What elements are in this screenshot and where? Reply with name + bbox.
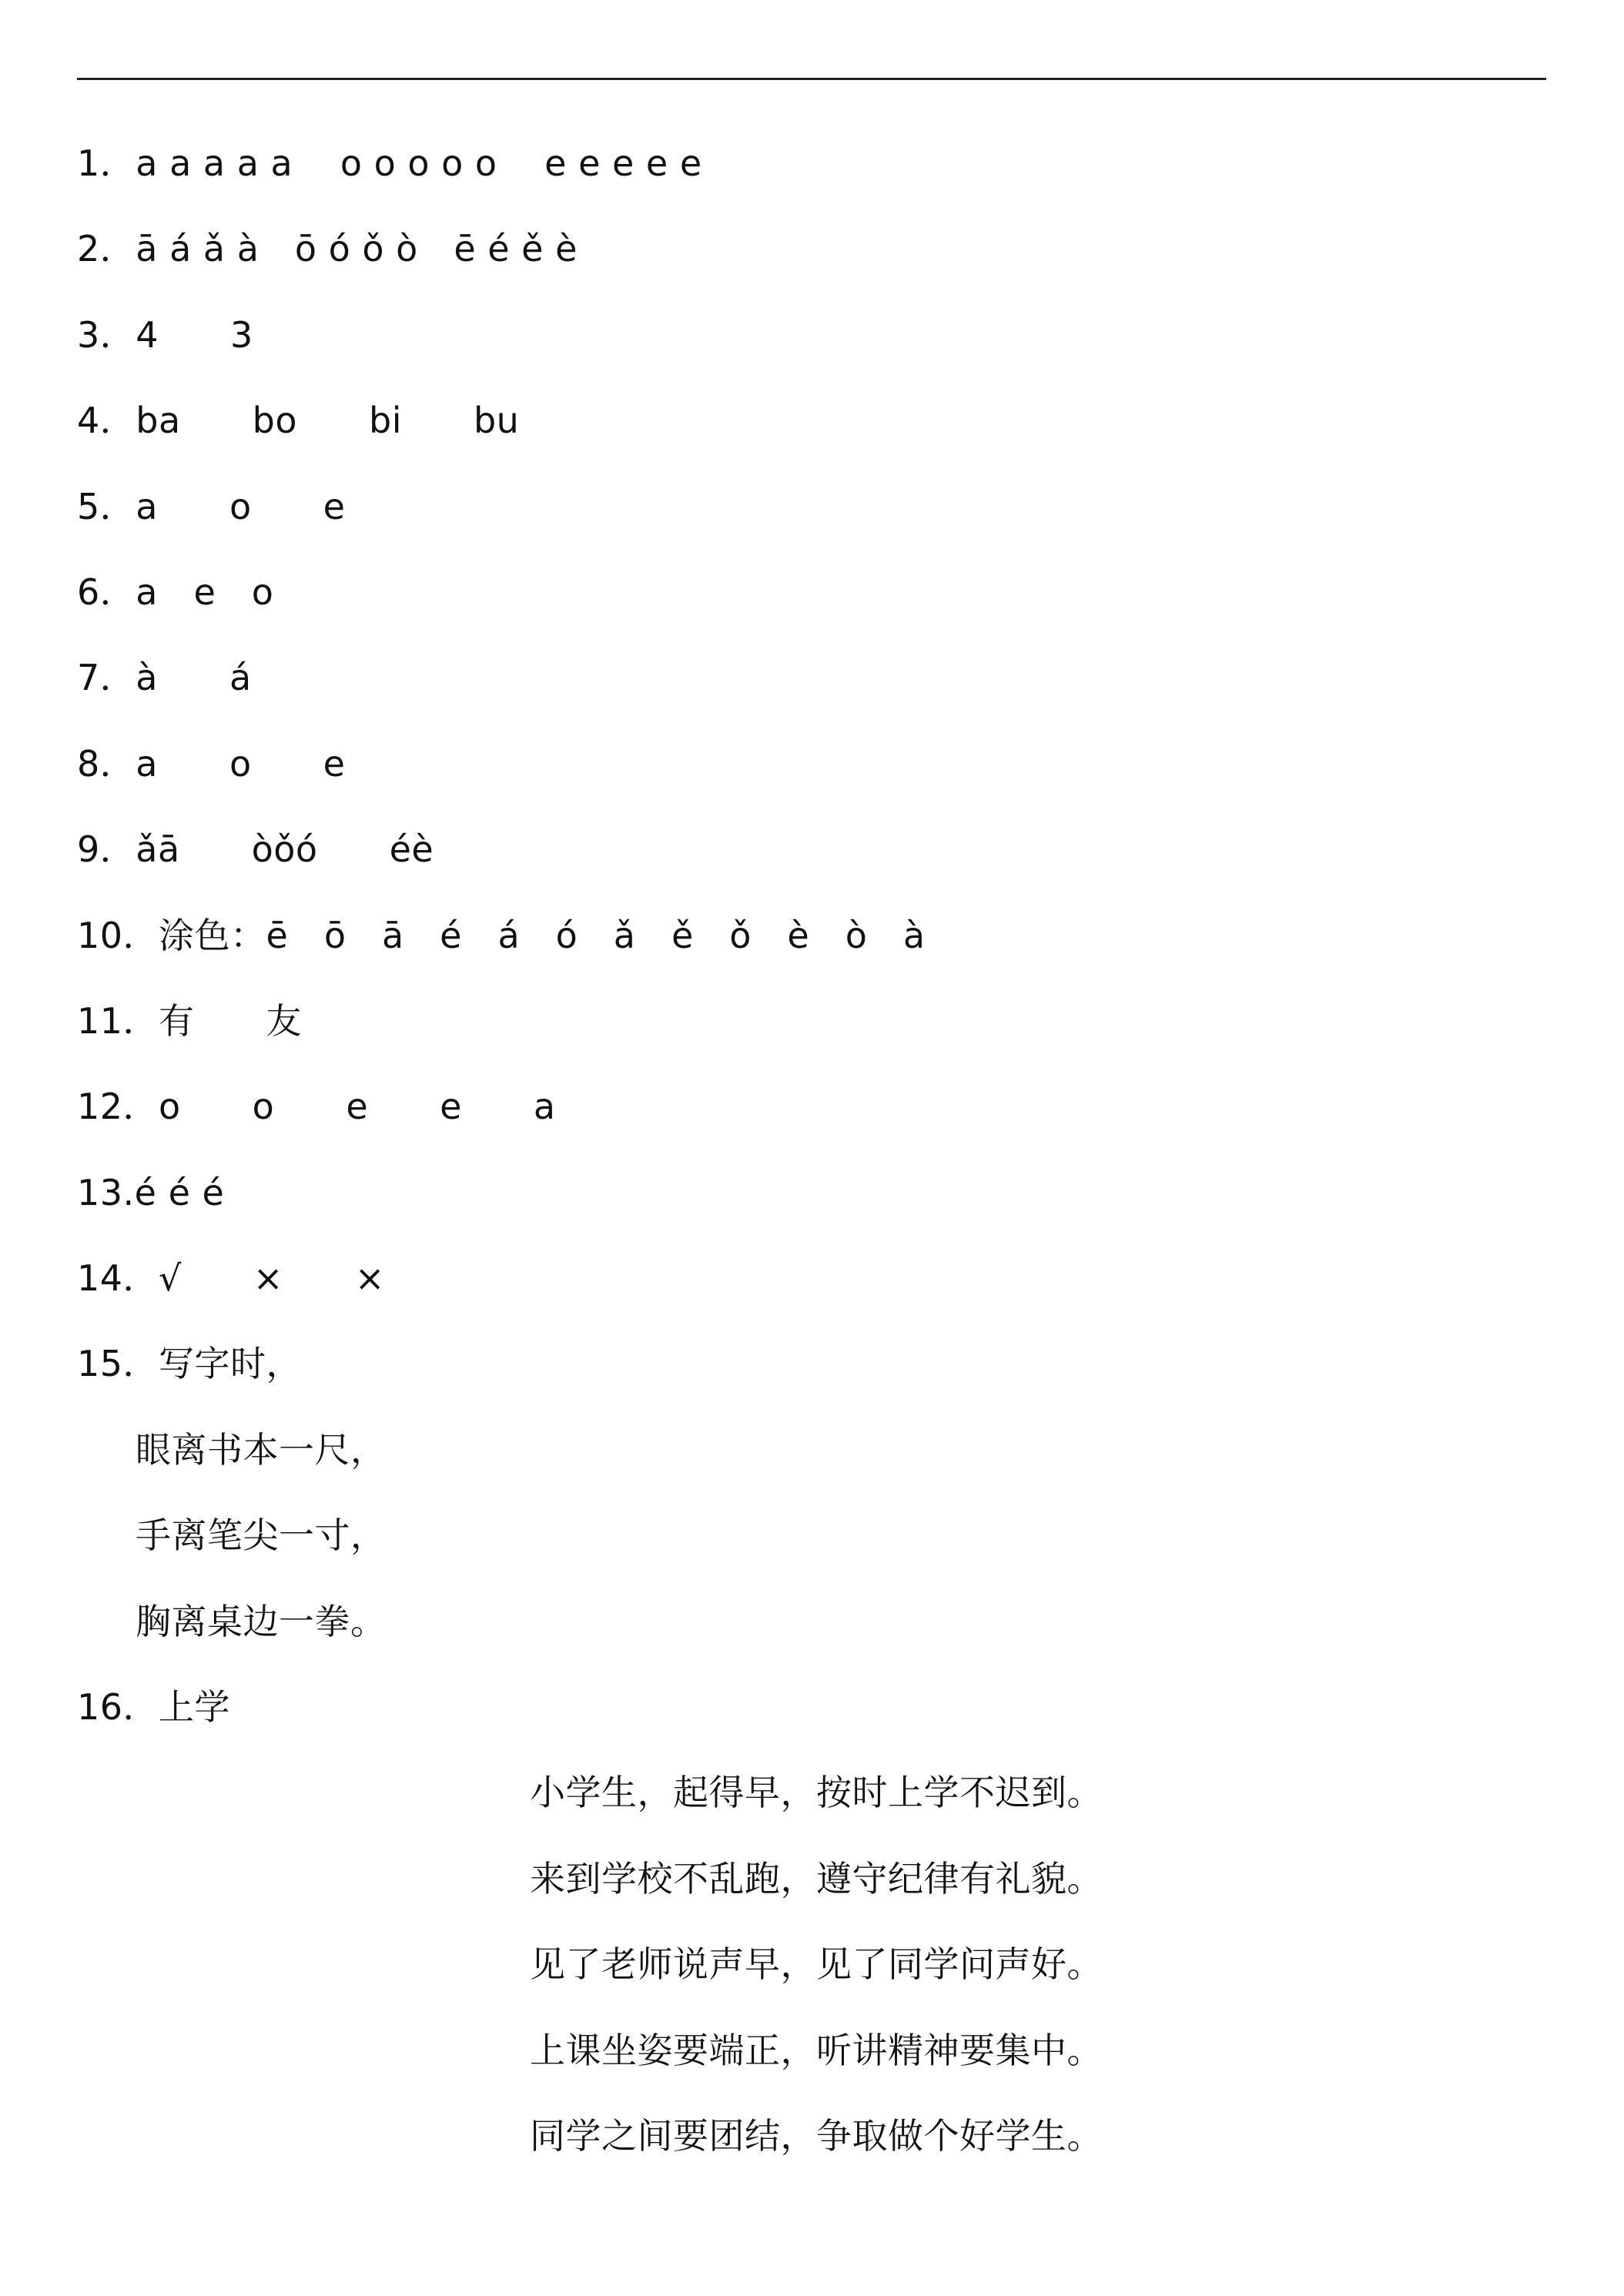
answer-15: 15．写字时， <box>77 1343 303 1385</box>
answer-10: 10．涂色：ē ō ā é á ó ǎ ě ǒ è ò à <box>77 914 926 956</box>
answer-13: 13.é é é <box>77 1171 225 1213</box>
answer-8: 8．a o e <box>77 742 346 785</box>
answer-14: 14．√ × × <box>77 1257 385 1300</box>
answer-1: 1．a a a a a o o o o o e e e e e <box>77 142 702 184</box>
poem-line-1: 小学生，起得早，按时上学不迟到。 <box>530 1772 1103 1814</box>
answer-15-line-3: 胸离桌边一拳。 <box>136 1600 387 1642</box>
answer-6: 6．a e o <box>77 571 274 613</box>
answer-4: 4．ba bo bi bu <box>77 400 520 442</box>
answer-list <box>77 136 1546 2194</box>
answer-12: 12．o o e e a <box>77 1086 556 1128</box>
poem-line-4: 上课坐姿要端正，听讲精神要集中。 <box>530 2029 1103 2071</box>
answer-7: 7．à á <box>77 657 252 699</box>
answer-2: 2．ā á ǎ à ō ó ǒ ò ē é ě è <box>77 228 578 270</box>
answer-15-line-1: 眼离书本一尺， <box>136 1428 387 1471</box>
answer-9: 9．ǎā òǒó éè <box>77 828 434 871</box>
answer-11: 11．有 友 <box>77 999 303 1042</box>
header-rule <box>77 78 1546 80</box>
poem-line-3: 见了老师说声早，见了同学问声好。 <box>530 1943 1103 1986</box>
answer-16: 16．上学 <box>77 1686 231 1729</box>
answer-5: 5．a o e <box>77 485 346 527</box>
answer-3: 3．4 3 <box>77 313 253 356</box>
poem-line-2: 来到学校不乱跑，遵守纪律有礼貌。 <box>530 1857 1103 1899</box>
answer-15-line-2: 手离笔尖一寸， <box>136 1514 387 1557</box>
poem-line-5: 同学之间要团结，争取做个好学生。 <box>530 2114 1103 2157</box>
